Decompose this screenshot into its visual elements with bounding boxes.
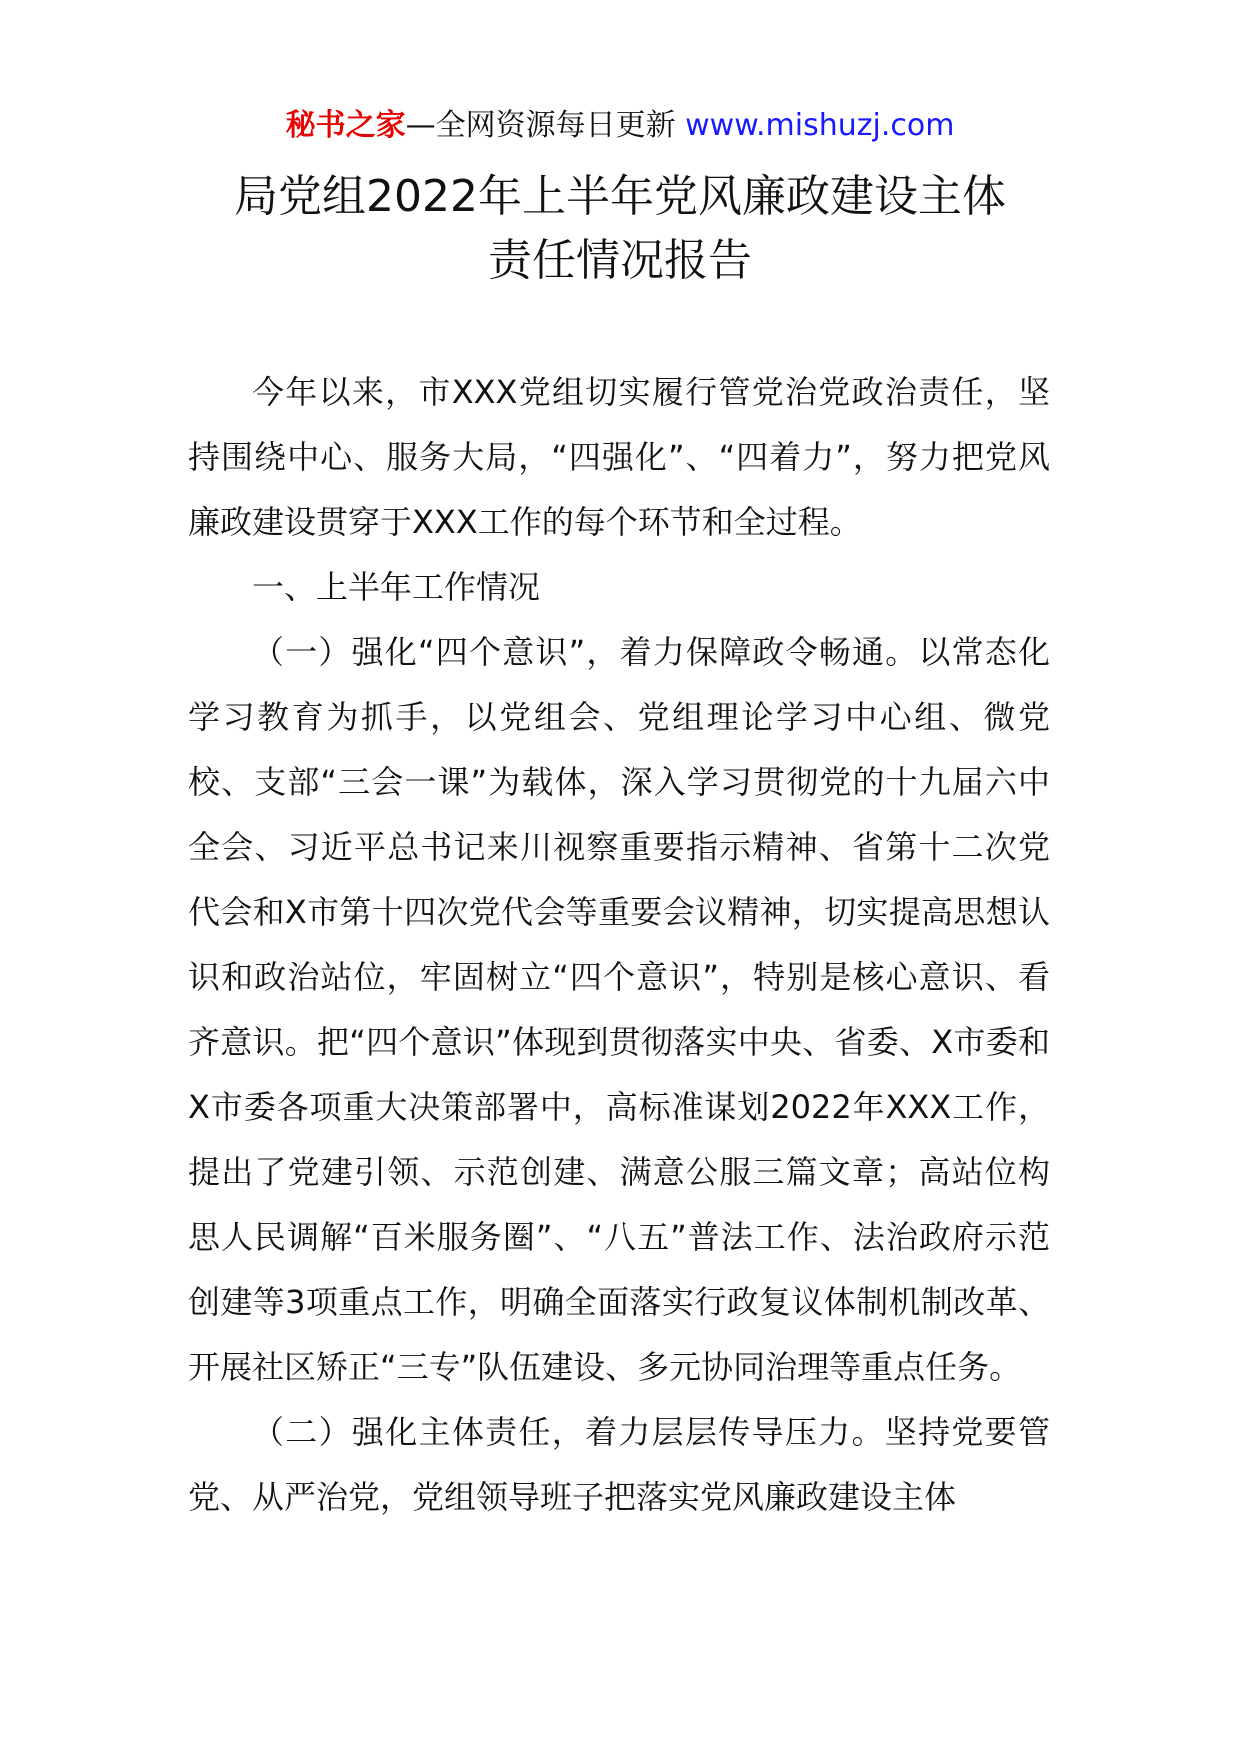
document-body	[188, 360, 1050, 1530]
document-title	[0, 165, 1240, 293]
site-brand: 秘书之家	[285, 108, 406, 143]
section-heading-1: 一、上半年工作情况	[252, 568, 541, 606]
title-line-2: 责任情况报告	[488, 235, 752, 286]
site-header	[0, 104, 1240, 148]
paragraph-intro: 今年以来，市XXX党组切实履行管党治党政治责任，坚持围绕中心、服务大局，“四强化”、“四着力”，努力把党风廉政建设贯穿于XXX工作的每个环节和全过程。	[188, 373, 1050, 541]
site-tagline: —全网资源每日更新	[405, 108, 676, 143]
paragraph-section-1-2: （二）强化主体责任，着力层层传导压力。坚持党要管党、从严治党，党组领导班子把落实党风廉政建设主体	[188, 1413, 1050, 1516]
title-line-1: 局党组2022年上半年党风廉政建设主体	[234, 171, 1006, 222]
site-url-link[interactable]: www.mishuzj.com	[685, 108, 955, 143]
paragraph-section-1-1: （一）强化“四个意识”，着力保障政令畅通。以常态化学习教育为抓手，以党组会、党组理论学习中心组、微党校、支部“三会一课”为载体，深入学习贯彻党的十九届六中全会、习近平总书记来川视察重要指示精神、省第十二次党代会和X市第十四次党代会等重要会议精神，切实提高思想认识和政治站位，牢固树立“四个意识”，特别是核心意识、看齐意识。把“四个意识”体现到贯彻落实中央、省委、X市委和X市委各项重大决策部署中，高标准谋划2022年XXX工作，提出了党建引领、示范创建、满意公服三篇文章；高站位构思人民调解“百米服务圈”、“八五”普法工作、法治政府示范创建等3项重点工作，明确全面落实行政复议体制机制改革、开展社区矫正“三专”队伍建设、多元协同治理等重点任务。	[188, 633, 1050, 1386]
